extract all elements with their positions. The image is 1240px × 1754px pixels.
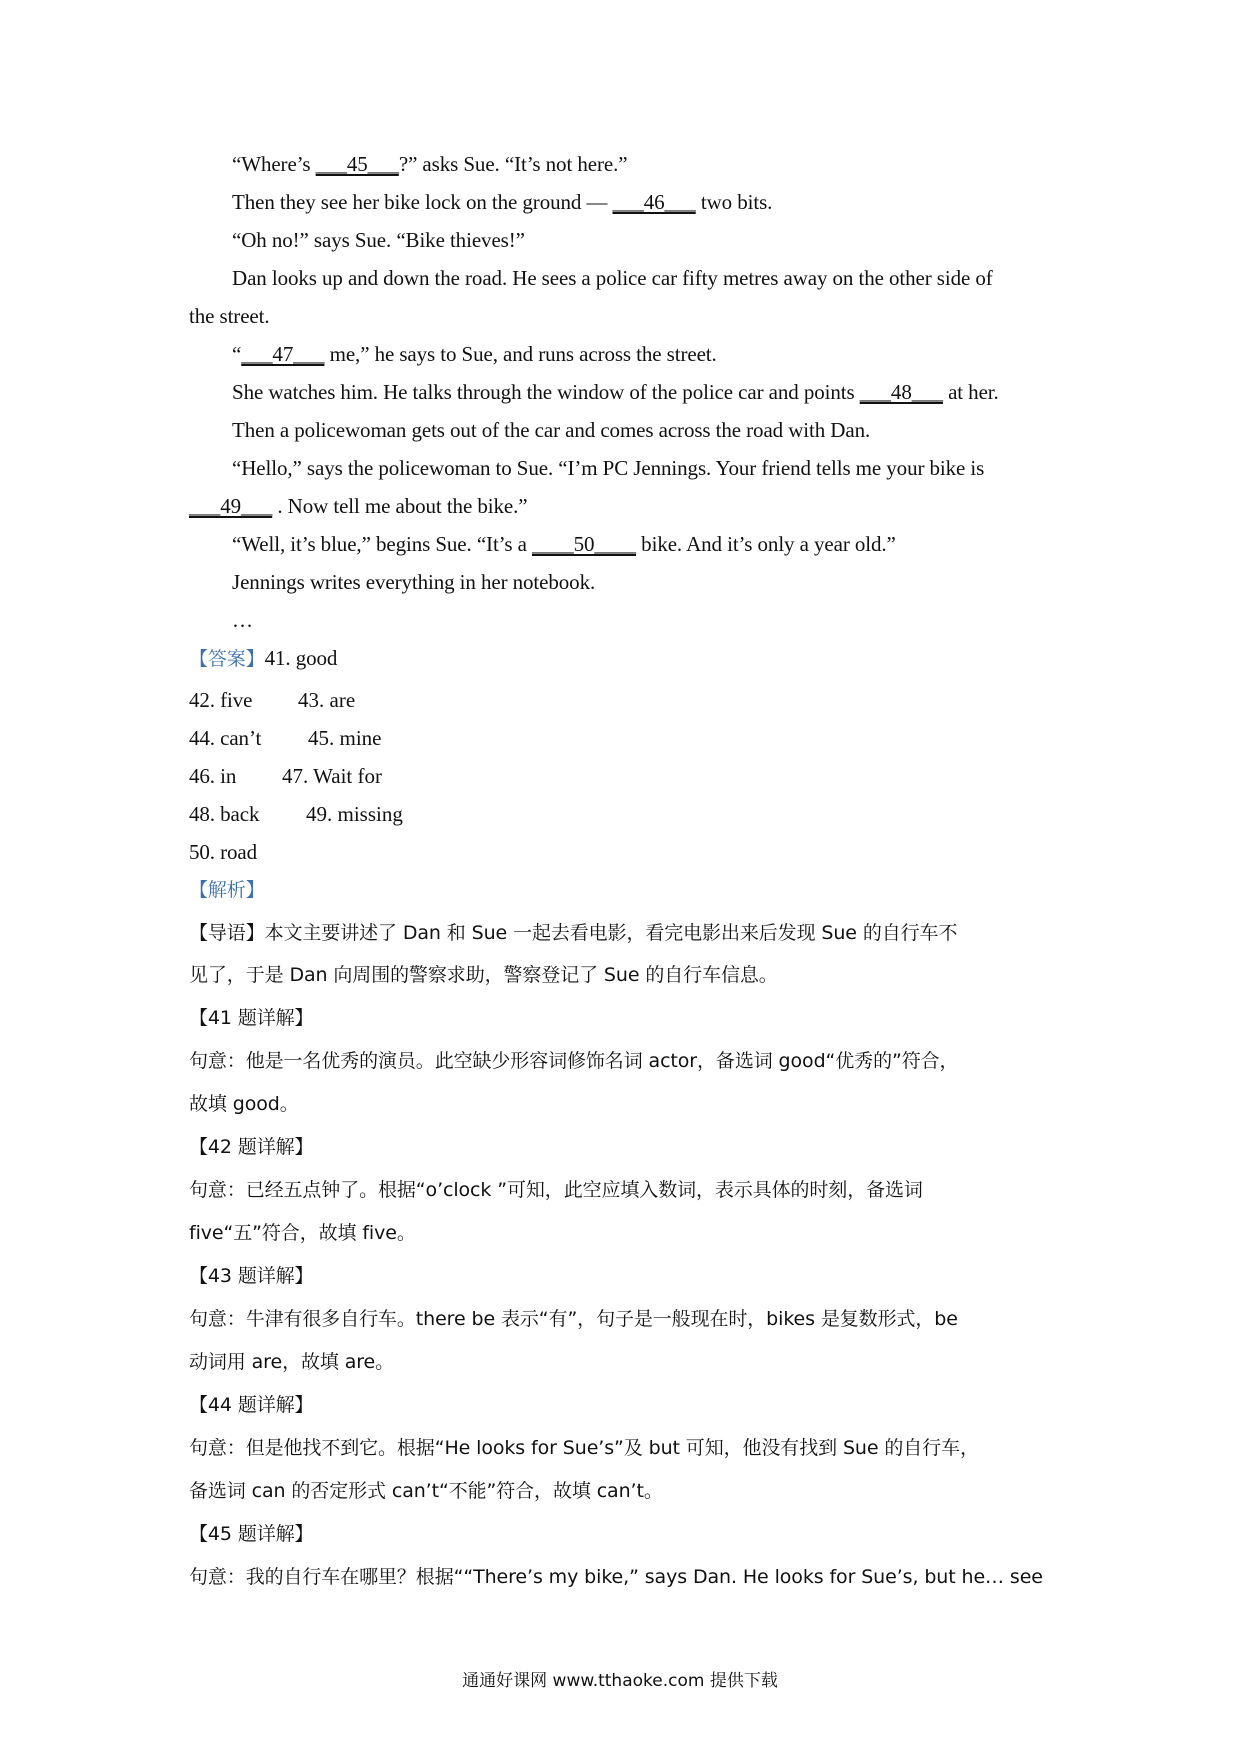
answer-46: 46. in	[189, 764, 237, 788]
passage-line	[232, 379, 999, 405]
passage-line: the street.	[189, 304, 270, 328]
answer-44: 44. can’t	[189, 726, 262, 750]
q43-line: 动词用 are，故填 are。	[189, 1351, 395, 1373]
passage-line	[189, 493, 527, 519]
text: She watches him. He talks through the window of the police car and points	[232, 380, 860, 404]
answer-42: 42. five	[189, 688, 253, 712]
intro-line: 【导语】本文主要讲述了 Dan 和 Sue 一起去看电影，看完电影出来后发现 Sue 的自行车不	[189, 922, 958, 944]
answer-49: 49. missing	[306, 802, 403, 826]
passage-line	[232, 189, 772, 215]
text: two bits.	[695, 190, 773, 214]
blank-48: ___48___	[859, 380, 943, 404]
text: “	[232, 342, 242, 366]
q45-heading: 【45 题详解】	[189, 1523, 314, 1545]
text: . Now tell me about the bike.”	[272, 494, 528, 518]
passage-line	[232, 151, 627, 177]
answer-50: 50. road	[189, 840, 258, 864]
q42-line: five“五”符合，故填 five。	[189, 1222, 416, 1244]
text: bike. And it’s only a year old.”	[636, 532, 896, 556]
answer-line	[189, 645, 337, 672]
passage-line: “Hello,” says the policewoman to Sue. “I’m PC Jennings. Your friend tells me your bike is	[232, 456, 985, 480]
answer-45: 45. mine	[308, 726, 382, 750]
passage-line: “Oh no!” says Sue. “Bike thieves!”	[232, 228, 525, 252]
passage-line: Jennings writes everything in her notebook.	[232, 570, 596, 594]
text: Then they see her bike lock on the ground —	[232, 190, 613, 214]
blank-46: ___46___	[612, 190, 696, 214]
page-footer: 通通好课网 www.tthaoke.com 提供下载	[462, 1671, 778, 1691]
q42-heading: 【42 题详解】	[189, 1136, 314, 1158]
answer-48: 48. back	[189, 802, 260, 826]
answer-43: 43. are	[298, 688, 356, 712]
answer-47: 47. Wait for	[282, 764, 382, 788]
q45-line: 句意：我的自行车在哪里？根据““There’s my bike,” says Dan. He looks for Sue’s, but he… see	[189, 1566, 1043, 1588]
q44-line: 备选词 can 的否定形式 can’t“不能”符合，故填 can’t。	[189, 1480, 663, 1502]
answer-41: 41. good	[264, 646, 338, 670]
blank-47: ___47___	[241, 342, 325, 366]
text: “Well, it’s blue,” begins Sue. “It’s a	[232, 532, 533, 556]
passage-line	[232, 341, 717, 367]
blank-45: ___45___	[315, 152, 399, 176]
passage-line: …	[232, 608, 253, 632]
q44-heading: 【44 题详解】	[189, 1394, 314, 1416]
text: ?” asks Sue. “It’s not here.”	[398, 152, 628, 176]
q43-line: 句意：牛津有很多自行车。there be 表示“有”，句子是一般现在时，bikes 是复数形式，be	[189, 1308, 958, 1330]
q43-heading: 【43 题详解】	[189, 1265, 314, 1287]
blank-49: ___49___	[189, 494, 273, 518]
answer-tag: 【答案】	[189, 648, 265, 670]
q42-line: 句意：已经五点钟了。根据“o’clock ”可知，此空应填入数词，表示具体的时刻，备选词	[189, 1179, 923, 1201]
q41-heading: 【41 题详解】	[189, 1007, 314, 1029]
passage-line: Dan looks up and down the road. He sees a police car fifty metres away on the other side of	[232, 266, 993, 290]
q41-line: 句意：他是一名优秀的演员。此空缺少形容词修饰名词 actor，备选词 good“优秀的”符合，	[189, 1050, 959, 1072]
text: at her.	[942, 380, 999, 404]
analysis-tag: 【解析】	[189, 879, 265, 901]
q41-line: 故填 good。	[189, 1093, 299, 1115]
passage-line: Then a policewoman gets out of the car and comes across the road with Dan.	[232, 418, 871, 442]
text: “Where’s	[232, 152, 316, 176]
intro-line: 见了，于是 Dan 向周围的警察求助，警察登记了 Sue 的自行车信息。	[189, 964, 778, 986]
text: me,” he says to Sue, and runs across the street.	[324, 342, 717, 366]
blank-50: ____50____	[532, 532, 637, 556]
passage-line	[232, 531, 896, 557]
q44-line: 句意：但是他找不到它。根据“He looks for Sue’s”及 but 可知，他没有找到 Sue 的自行车，	[189, 1437, 979, 1459]
